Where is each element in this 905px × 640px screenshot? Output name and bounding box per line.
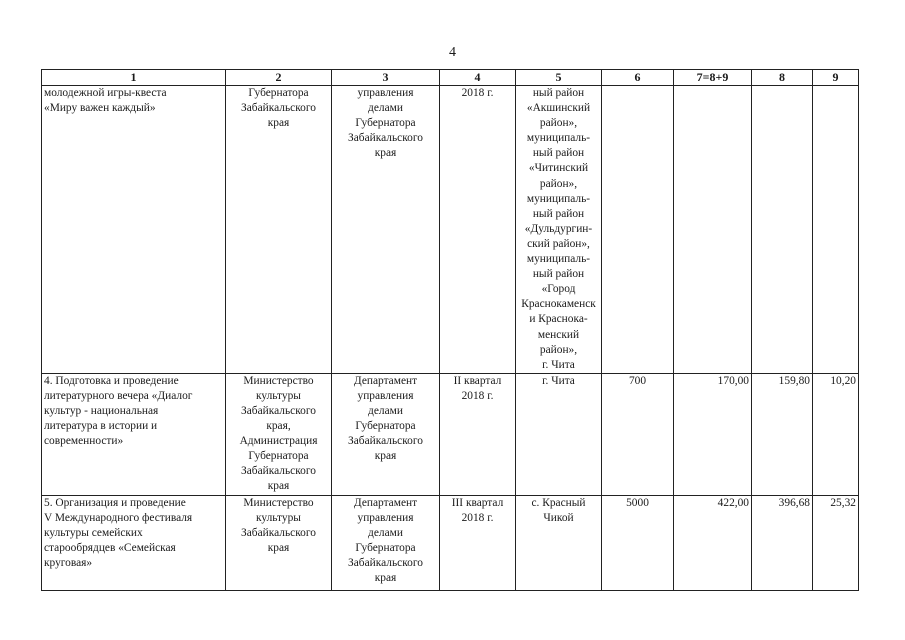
table-cell: Министерство культуры Забайкальского края	[226, 495, 332, 590]
data-table	[41, 69, 859, 591]
column-header: 2	[226, 70, 332, 86]
table-cell	[674, 86, 752, 374]
table-cell: III квартал 2018 г.	[440, 495, 516, 590]
table-row	[42, 86, 859, 374]
column-header: 9	[813, 70, 859, 86]
table-cell: г. Чита	[516, 373, 602, 495]
table-cell: управления делами Губернатора Забайкальского края	[332, 86, 440, 374]
table-cell: 159,80	[752, 373, 813, 495]
table-cell: Департамент управления делами Губернатора Забайкальского края	[332, 495, 440, 590]
column-header: 3	[332, 70, 440, 86]
table-cell: Министерство культуры Забайкальского края, Администрация Губернатора Забайкальского края	[226, 373, 332, 495]
header-row	[42, 70, 859, 86]
column-header: 4	[440, 70, 516, 86]
table-cell: 396,68	[752, 495, 813, 590]
table-cell: молодежной игры-квеста «Миру важен каждый»	[42, 86, 226, 374]
column-header: 7=8+9	[674, 70, 752, 86]
table-cell	[813, 86, 859, 374]
table-cell: 170,00	[674, 373, 752, 495]
table-cell: 4. Подготовка и проведение литературного вечера «Диалог культур - национальная литература в истории и современности»	[42, 373, 226, 495]
table-cell: II квартал 2018 г.	[440, 373, 516, 495]
table-cell: 10,20	[813, 373, 859, 495]
table-cell: Департамент управления делами Губернатора Забайкальского края	[332, 373, 440, 495]
table-cell	[752, 86, 813, 374]
column-header: 6	[602, 70, 674, 86]
table-cell: 25,32	[813, 495, 859, 590]
table-cell: с. Красный Чикой	[516, 495, 602, 590]
table-cell: Губернатора Забайкальского края	[226, 86, 332, 374]
table-cell: 5. Организация и проведение V Международного фестиваля культуры семейских старообрядцев «Семейская круговая»	[42, 495, 226, 590]
table-cell: 2018 г.	[440, 86, 516, 374]
column-header: 8	[752, 70, 813, 86]
table-row	[42, 495, 859, 590]
table-cell	[602, 86, 674, 374]
table-cell: 422,00	[674, 495, 752, 590]
page-number: 4	[449, 45, 456, 60]
column-header: 5	[516, 70, 602, 86]
table-cell: 700	[602, 373, 674, 495]
table-cell: 5000	[602, 495, 674, 590]
table-row	[42, 373, 859, 495]
table-cell: ный район «Акшинский район», муниципаль- ный район «Читинский район», муниципаль- ный район «Дульдургин- ский район», муниципаль- ный район «Город Краснокаменск и Краснока- менский район», г. Чита	[516, 86, 602, 374]
column-header: 1	[42, 70, 226, 86]
